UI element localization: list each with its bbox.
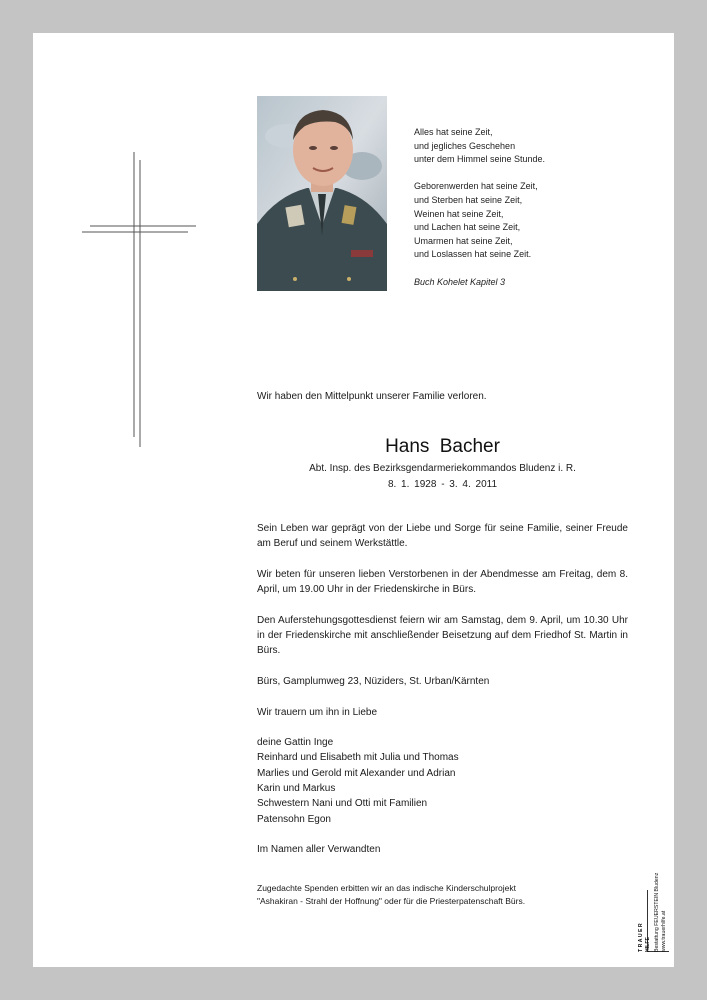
verse-line: Alles hat seine Zeit, — [414, 127, 493, 137]
deceased-name: Hans Bacher — [385, 436, 500, 457]
list-item: Marlies und Gerold mit Alexander und Adrian — [257, 767, 456, 779]
logo-url: www.trauerhilfe.at — [661, 910, 667, 952]
logo-text: HILFE — [645, 937, 651, 952]
logo-text: Bestattung FEUERSTEIN Bludenz — [654, 872, 660, 952]
verse-line: unter dem Himmel seine Stunde. — [414, 154, 546, 165]
bible-verse — [414, 126, 644, 289]
life-dates: 8. 1. 1928 - 3. 4. 2011 — [387, 479, 498, 490]
verse-line: und Sterben hat seine Zeit, — [414, 194, 523, 205]
verse-line: und jegliches Geschehen — [414, 140, 516, 151]
verse-source: Buch Kohelet Kapitel 3 — [414, 276, 506, 287]
deceased-title: Abt. Insp. des Bezirksgendarmeriekommandos Bludenz i. R. — [309, 463, 576, 474]
donation-line: "Ashakiran - Strahl der Hoffnung" oder für die Priesterpatenschaft Bürs. — [257, 896, 526, 906]
mourning-line: Wir trauern um ihn in Liebe — [257, 706, 378, 718]
list-item: Schwestern Nani und Otti mit Familien — [257, 798, 428, 810]
funeral-home-logo — [636, 872, 670, 952]
list-item: deine Gattin Inge — [257, 737, 334, 749]
verse-line: und Loslassen hat seine Zeit. — [414, 249, 532, 260]
donation-line: Zugedachte Spenden erbitten wir an das indische Kinderschulprojekt — [257, 883, 516, 893]
life-paragraph: Sein Leben war geprägt von der Liebe und Sorge für seine Familie, seiner Freude am Beruf und seinem Werkstättle. — [257, 523, 628, 550]
funeral-paragraph: Den Auferstehungsgottesdienst feiern wir am Samstag, dem 9. April, um 10.30 Uhr in der Friedenskirche mit anschließender Beisetzung auf dem Friedhof St. Martin in Bürs. — [257, 614, 628, 657]
verse-line: Umarmen hat seine Zeit, — [414, 235, 513, 246]
list-item: Reinhard und Elisabeth mit Julia und Thomas — [257, 752, 459, 764]
list-item: Karin und Markus — [257, 783, 336, 795]
verse-line: und Lachen hat seine Zeit, — [414, 222, 521, 233]
cross-icon — [78, 152, 200, 452]
donation-note — [257, 882, 587, 908]
portrait-photo — [257, 96, 387, 291]
verse-line: Weinen hat seine Zeit, — [414, 208, 504, 219]
family-list — [257, 735, 628, 827]
evening-mass-paragraph: Wir beten für unseren lieben Verstorbenen in der Abendmesse am Freitag, dem 8. April, um 19.00 Uhr in der Friedenskirche in Bürs. — [257, 568, 628, 596]
intro-text: Wir haben den Mittelpunkt unserer Familie verloren. — [257, 391, 487, 402]
address-line: Bürs, Gamplumweg 23, Nüziders, St. Urban/Kärnten — [257, 675, 490, 687]
relatives-line: Im Namen aller Verwandten — [257, 844, 381, 856]
logo-text: TRAUER — [638, 921, 644, 952]
verse-line: Geborenwerden hat seine Zeit, — [414, 181, 538, 192]
obituary-body — [257, 521, 628, 873]
list-item: Patensohn Egon — [257, 813, 331, 825]
